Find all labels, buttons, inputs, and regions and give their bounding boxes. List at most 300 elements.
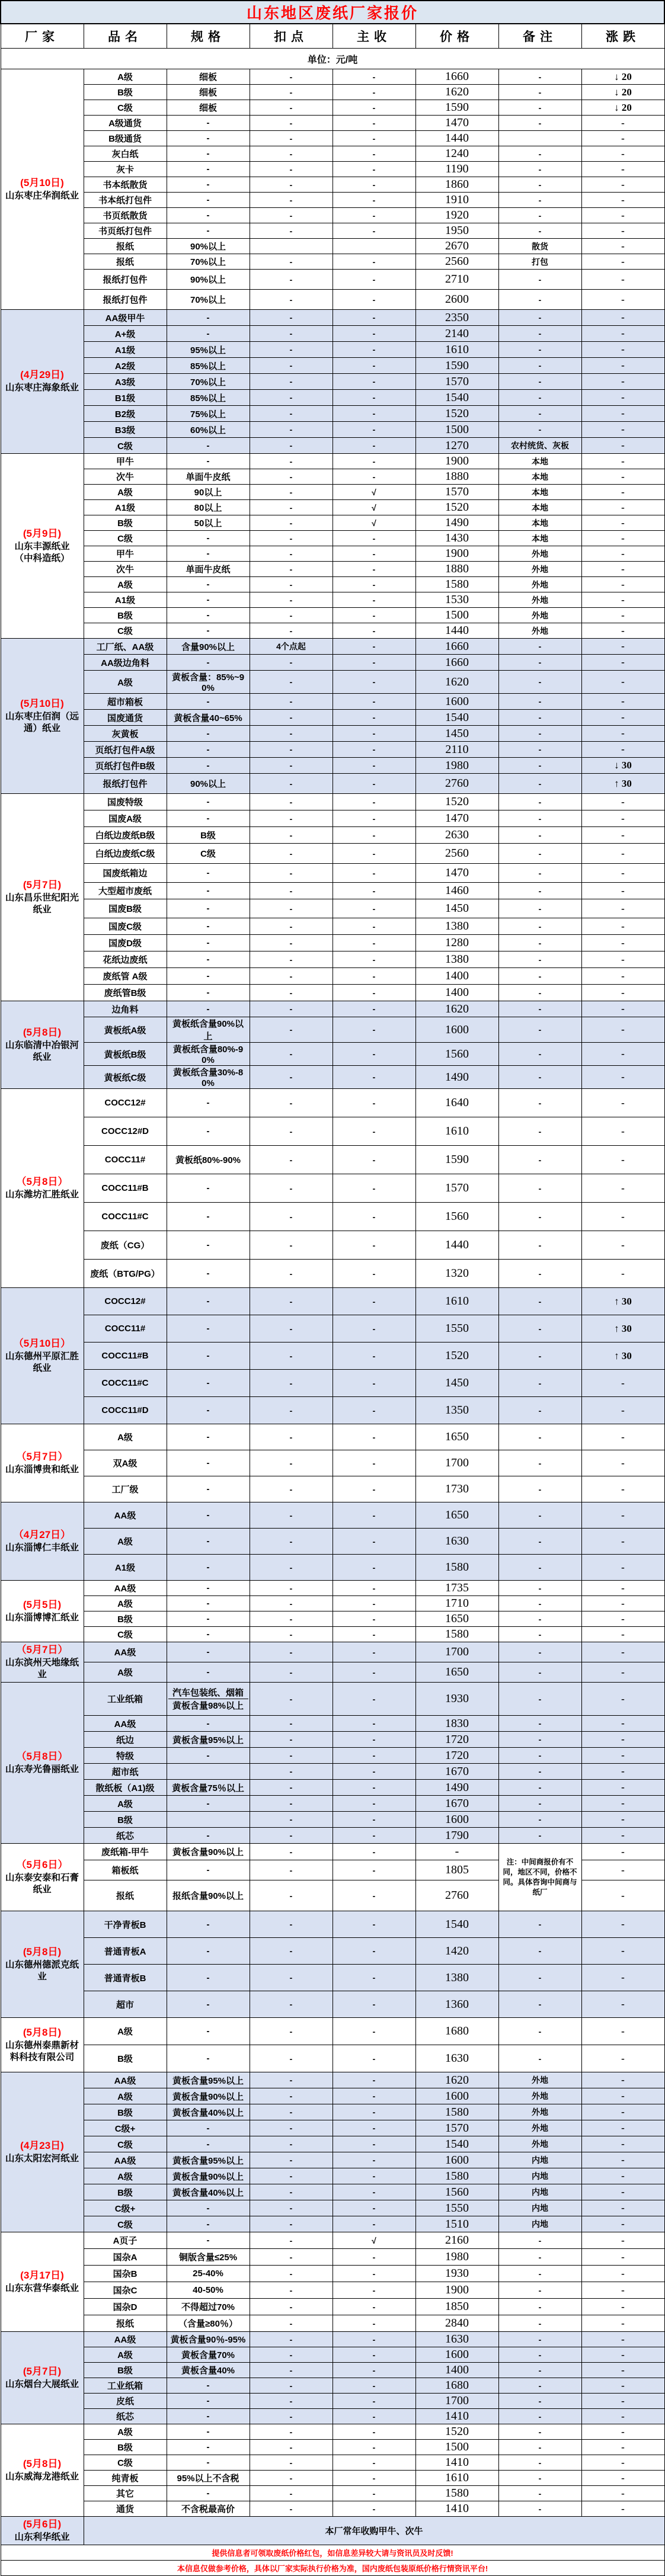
discount-cell: - [250,2018,332,2045]
discount-cell: - [250,2168,332,2184]
price-cell: 1400 [415,968,498,985]
product-cell: 干净青板B [84,1911,167,1938]
factory-cell [1,1288,84,1424]
price-cell: 1600 [415,2152,498,2168]
main-collect-cell: - [332,406,415,422]
main-collect-cell: - [332,1716,415,1732]
change-cell: - [581,623,664,639]
note-cell: - [498,2315,581,2332]
main-collect-cell: - [332,918,415,935]
price-cell: 1560 [415,1203,498,1231]
product-cell: 工业纸箱 [84,2378,167,2394]
change-cell: - [581,1001,664,1017]
main-collect-cell: - [332,1017,415,1043]
table-row [1,2184,664,2200]
change-cell: - [581,2120,664,2136]
product-cell: 纸芯 [84,1828,167,1844]
change-cell: - [581,1581,664,1596]
product-cell: 普通青板B [84,1965,167,1991]
table-row [1,1089,664,1117]
table-row [1,100,664,116]
spec-cell: - [167,864,250,883]
change-cell: - [581,2378,664,2394]
price-cell: 1360 [415,1991,498,2018]
discount-cell: - [250,1748,332,1764]
spec-cell: （含量≥80％） [167,2315,250,2332]
product-cell: B级 [84,2184,167,2200]
footer-line-2: 本信息仅做参考价格，具体以厂家实际执行价格为准，国内废纸包装原纸价格行情资讯平台! [1,2561,664,2576]
discount-cell: - [250,1017,332,1043]
discount-cell: - [250,2455,332,2471]
table-row [1,1965,664,1991]
table-body [1,69,664,2545]
note-cell: - [498,1117,581,1146]
main-collect-cell: - [332,1683,415,1716]
discount-cell: - [250,485,332,500]
change-cell: - [581,162,664,177]
change-cell: - [581,1450,664,1476]
discount-cell: - [250,2378,332,2394]
price-cell: 1620 [415,671,498,694]
change-cell: - [581,2332,664,2347]
discount-cell: - [250,374,332,390]
spec-cell: - [167,2409,250,2424]
spec-cell: - [167,623,250,639]
price-cell: 1680 [415,2378,498,2394]
factory-name: 山东淄博仁丰纸业 [5,1542,79,1553]
factory-date: (5月8日) [23,1026,62,1038]
table-row [1,1627,664,1642]
factory-date: (5月10日) [20,697,64,709]
table-row [1,358,664,374]
main-collect-cell: - [332,2440,415,2455]
table-row [1,2471,664,2486]
spec-cell: - [167,951,250,968]
factory-name: 山东淄博贵和纸业 [5,1464,79,1475]
product-cell: 报纸 [84,1880,167,1911]
note-cell: 本地 [498,500,581,515]
spec-cell: - [167,2232,250,2249]
price-cell: 1730 [415,1476,498,1502]
change-cell: - [581,454,664,469]
product-cell: COCC12# [84,1288,167,1315]
product-cell: 纸边 [84,1732,167,1748]
product-cell: 工厂纸、AA级 [84,639,167,655]
main-collect-cell: - [332,1476,415,1502]
table-row [1,1174,664,1203]
main-collect-cell: - [332,1315,415,1343]
main-collect-cell: - [332,2363,415,2378]
note-cell: - [498,1450,581,1476]
discount-cell: - [250,918,332,935]
table-row [1,454,664,469]
discount-cell: - [250,100,332,116]
note-cell: - [498,1796,581,1812]
spec-cell: - [167,883,250,899]
factory-name: 山东太阳宏河纸业 [5,2154,79,2164]
discount-cell: - [250,2200,332,2216]
product-cell: B2级 [84,406,167,422]
price-cell: 1580 [415,577,498,592]
price-cell: 1440 [415,623,498,639]
note-cell: - [498,1066,581,1089]
note-cell: - [498,2282,581,2299]
product-cell: 超市纸 [84,1764,167,1780]
note-cell: 外地 [498,2072,581,2088]
spec-cell: - [167,1117,250,1146]
table-row [1,827,664,844]
note-cell: - [498,2424,581,2440]
spec-cell: - [167,1965,250,1991]
spec-cell: 黄板含量90%以上 [167,2168,250,2184]
discount-cell: - [250,2440,332,2455]
table-row [1,208,664,223]
spec-cell: - [167,2440,250,2455]
note-cell: - [498,2378,581,2394]
product-cell: 书本纸打包件 [84,193,167,208]
price-cell: 1600 [415,1017,498,1043]
change-cell: ↑ 30 [581,774,664,794]
product-cell: 废纸管 A级 [84,968,167,985]
change-cell: - [581,310,664,326]
note-cell: - [498,100,581,116]
price-cell: 1700 [415,1642,498,1662]
product-cell: 纸芯 [84,2409,167,2424]
spec-cell: 不含税最高价 [167,2501,250,2517]
discount-cell: - [250,2232,332,2249]
change-cell: - [581,2409,664,2424]
discount-cell: - [250,883,332,899]
table-row [1,968,664,985]
table-row [1,438,664,454]
note-cell: 内地 [498,2168,581,2184]
spec-cell: 黄板纸80%-90% [167,1146,250,1174]
change-cell: - [581,2471,664,2486]
table-row [1,1343,664,1370]
product-cell: AA级 [84,2152,167,2168]
change-cell: - [581,2299,664,2315]
discount-cell: - [250,2486,332,2501]
product-cell: A1级 [84,592,167,608]
change-cell: - [581,2282,664,2299]
product-cell: 甲牛 [84,546,167,562]
main-collect-cell: - [332,1844,415,1860]
factory-cell [1,1844,84,1911]
price-cell: 1720 [415,1732,498,1748]
factory-name: 山东临清中冶银河纸业 [5,1040,79,1062]
product-cell: A级 [84,485,167,500]
spec-cell: - [167,1288,250,1315]
table-row [1,562,664,577]
product-cell: 灰卡 [84,162,167,177]
main-collect-cell: - [332,742,415,758]
note-cell: 外地 [498,2120,581,2136]
product-cell: 报纸 [84,254,167,270]
change-cell: - [581,844,664,864]
spec-cell: 黄板含量90%以上 [167,2088,250,2104]
product-cell: 报纸 [84,239,167,254]
change-cell: ↓ 20 [581,69,664,85]
change-cell: - [581,1880,664,1911]
table-row [1,2409,664,2424]
change-cell: - [581,577,664,592]
change-cell: - [581,1991,664,2018]
main-collect-cell: - [332,810,415,827]
price-cell: 1380 [415,1965,498,1991]
table-row [1,1397,664,1424]
spec-cell: 报纸含量90%以上 [167,1880,250,1911]
main-collect-cell: - [332,758,415,774]
change-cell: - [581,2486,664,2501]
change-cell: ↓ 20 [581,100,664,116]
spec-cell: 90%以上 [167,270,250,290]
change-cell: - [581,270,664,290]
table-row [1,1288,664,1315]
price-cell: 1650 [415,1424,498,1450]
spec-cell: - [167,2424,250,2440]
factory-name-2: （中科造纸） [14,553,70,563]
table-row [1,2018,664,2045]
price-cell: 1980 [415,758,498,774]
spec-cell: - [167,2486,250,2501]
discount-cell: - [250,342,332,358]
table-row [1,1796,664,1812]
product-cell: 废纸管B级 [84,985,167,1001]
main-collect-cell: - [332,358,415,374]
price-cell: 2760 [415,1880,498,1911]
factory-date: （5月8日） [16,1751,68,1763]
factory-name: 山东德州德派克纸业 [5,1960,79,1982]
discount-cell: - [250,1596,332,1611]
main-collect-cell: - [332,1146,415,1174]
product-cell: AA级 [84,1716,167,1732]
price-cell: 1460 [415,883,498,899]
change-cell: - [581,1203,664,1231]
price-cell: 1490 [415,515,498,531]
spec-cell: 黄板含量40~65% [167,710,250,726]
factory-name: 山东昌乐世纪阳光纸业 [5,892,79,915]
price-cell: 1650 [415,1611,498,1627]
factory-cell [1,1581,84,1642]
product-cell: 灰白纸 [84,146,167,162]
factory-note-cell: 本厂常年收购甲牛、次牛 [84,2517,664,2545]
spec-cell: - [167,310,250,326]
price-cell: 1670 [415,1796,498,1812]
note-cell: 外地 [498,592,581,608]
main-collect-cell: - [332,1288,415,1315]
spec-cell: 细板 [167,100,250,116]
spec-cell: - [167,1529,250,1555]
main-collect-cell: √ [332,515,415,531]
table-row [1,116,664,131]
factory-date: （5月7日） [16,1644,68,1655]
main-collect-cell: - [332,899,415,918]
change-cell: - [581,2072,664,2088]
main-collect-cell: - [332,2216,415,2232]
factory-date: (5月7日) [23,879,62,890]
price-cell: 1930 [415,2266,498,2282]
table-row [1,1450,664,1476]
table-row [1,1117,664,1146]
discount-cell: - [250,1555,332,1581]
note-cell: - [498,1965,581,1991]
spec-cell: 90%以上 [167,239,250,254]
factory-name: 山东德州平原汇胜纸业 [5,1351,79,1373]
note-cell: - [498,1397,581,1424]
note-cell: 外地 [498,546,581,562]
product-cell: B级 [84,2045,167,2072]
note-cell: 本地 [498,454,581,469]
change-cell: - [581,2266,664,2282]
change-cell: - [581,1780,664,1796]
change-cell: - [581,469,664,485]
product-cell: 报纸 [84,2315,167,2332]
price-cell: 1610 [415,1117,498,1146]
col-header-factory: 厂家 [1,24,84,49]
main-collect-cell: - [332,1938,415,1965]
change-cell: - [581,208,664,223]
factory-date: （5月7日） [16,1450,68,1462]
main-collect-cell: - [332,342,415,358]
table-row [1,162,664,177]
change-cell: - [581,1066,664,1089]
main-collect-cell: - [332,310,415,326]
col-header-discount: 扣点 [250,24,332,49]
spec-cell: - [167,1001,250,1017]
title-cell [1,1,664,24]
note-cell: - [498,1683,581,1716]
main-collect-cell: - [332,1596,415,1611]
product-cell: 国废B级 [84,899,167,918]
spec-cell: 25-40% [167,2266,250,2282]
note-cell: - [498,223,581,239]
price-cell: 1630 [415,1529,498,1555]
main-collect-cell: - [332,1911,415,1938]
discount-cell: - [250,1043,332,1066]
spec-cell: - [167,899,250,918]
change-cell: - [581,1642,664,1662]
product-cell: 国废A级 [84,810,167,827]
main-collect-cell: - [332,2315,415,2332]
table-row [1,2216,664,2232]
factory-cell [1,2072,84,2232]
spec-cell: 单面牛皮纸 [167,469,250,485]
change-cell: - [581,2216,664,2232]
discount-cell: - [250,758,332,774]
price-cell: 1490 [415,1780,498,1796]
main-collect-cell: - [332,951,415,968]
discount-cell: - [250,326,332,342]
table-row [1,193,664,208]
change-cell: - [581,1844,664,1860]
table-row [1,985,664,1001]
footer-line-1: 提供信息者可领取废纸价格红包，如信息差异较大请与资讯员及时反馈! [1,2545,664,2561]
spec-cell: - [167,985,250,1001]
table-row [1,1780,664,1796]
price-cell: 1580 [415,2168,498,2184]
table-row [1,1146,664,1174]
factory-name: 山东德州泰鼎新材料科技有限公司 [5,2040,79,2063]
note-cell: - [498,671,581,694]
spec-cell: - [167,1502,250,1529]
product-cell: A级 [84,1796,167,1812]
spec-cell: - [167,758,250,774]
product-cell: AA级 [84,1502,167,1529]
note-cell: - [498,326,581,342]
discount-cell: - [250,592,332,608]
change-cell: - [581,1860,664,1880]
main-collect-cell: - [332,1555,415,1581]
main-collect-cell: - [332,577,415,592]
table-row [1,951,664,968]
discount-cell: - [250,1066,332,1089]
main-collect-cell: - [332,2455,415,2471]
note-cell: - [498,1146,581,1174]
price-cell: 1590 [415,1146,498,1174]
note-cell: - [498,162,581,177]
product-cell: C级+ [84,2200,167,2216]
note-cell: - [498,406,581,422]
price-cell: 1410 [415,2501,498,2517]
product-cell: C级 [84,100,167,116]
change-cell: - [581,2152,664,2168]
discount-cell: - [250,968,332,985]
main-collect-cell: - [332,1627,415,1642]
note-cell: - [498,177,581,193]
table-row [1,1662,664,1683]
price-cell: 1610 [415,1288,498,1315]
discount-cell: - [250,2471,332,2486]
change-cell: - [581,131,664,146]
change-cell: ↑ 30 [581,1343,664,1370]
main-collect-cell: - [332,2332,415,2347]
price-cell: 1500 [415,2440,498,2455]
note-cell: - [498,1581,581,1596]
change-cell: - [581,1043,664,1066]
main-collect-cell: - [332,694,415,710]
spec-cell: - [167,935,250,951]
price-cell: 1400 [415,2363,498,2378]
change-cell: - [581,2501,664,2517]
note-cell: - [498,270,581,290]
discount-cell: - [250,1315,332,1343]
note-cell: - [498,951,581,968]
discount-cell: - [250,146,332,162]
change-cell: ↓ 20 [581,85,664,100]
change-cell: - [581,2249,664,2266]
main-collect-cell: - [332,1529,415,1555]
main-collect-cell: - [332,844,415,864]
change-cell: - [581,1716,664,1732]
main-collect-cell: - [332,2168,415,2184]
table-row [1,1748,664,1764]
spec-cell: - [167,1203,250,1231]
note-cell: - [498,2249,581,2266]
table-row [1,2136,664,2152]
product-cell: C级 [84,2216,167,2232]
price-cell: 2560 [415,844,498,864]
table-row [1,2347,664,2363]
table-row [1,1611,664,1627]
product-cell: 双A级 [84,1450,167,1476]
product-cell: B级 [84,2363,167,2378]
price-cell: 1280 [415,935,498,951]
factory-cell [1,2424,84,2517]
price-cell: 1560 [415,1043,498,1066]
note-cell: - [498,2266,581,2282]
main-collect-cell: - [332,1780,415,1796]
price-cell: 1500 [415,608,498,623]
